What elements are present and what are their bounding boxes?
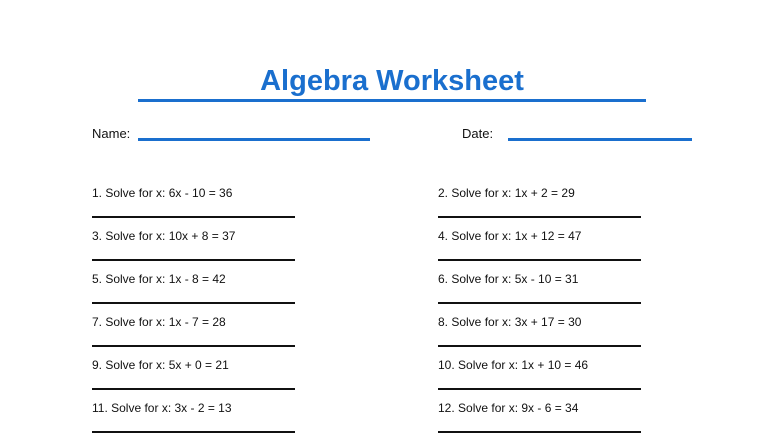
problem-6: 6. Solve for x: 5x - 10 = 31 [438, 272, 579, 286]
date-field-line[interactable] [508, 138, 692, 141]
date-label: Date: [462, 126, 494, 141]
name-label: Name: [92, 126, 131, 141]
name-field-line[interactable] [138, 138, 370, 141]
problem-2: 2. Solve for x: 1x + 2 = 29 [438, 186, 575, 200]
problem-3: 3. Solve for x: 10x + 8 = 37 [92, 229, 236, 243]
problem-5: 5. Solve for x: 1x - 8 = 42 [92, 272, 226, 286]
answer-line-5[interactable] [92, 302, 295, 304]
answer-line-11[interactable] [92, 431, 295, 433]
problem-11: 11. Solve for x: 3x - 2 = 13 [92, 401, 232, 415]
answer-line-7[interactable] [92, 345, 295, 347]
answer-line-9[interactable] [92, 388, 295, 390]
problem-12: 12. Solve for x: 9x - 6 = 34 [438, 401, 579, 415]
problem-9: 9. Solve for x: 5x + 0 = 21 [92, 358, 229, 372]
answer-line-6[interactable] [438, 302, 641, 304]
problem-4: 4. Solve for x: 1x + 12 = 47 [438, 229, 582, 243]
worksheet-title: Algebra Worksheet [260, 65, 524, 97]
answer-line-8[interactable] [438, 345, 641, 347]
answer-line-3[interactable] [92, 259, 295, 261]
answer-line-1[interactable] [92, 216, 295, 218]
problem-7: 7. Solve for x: 1x - 7 = 28 [92, 315, 226, 329]
answer-line-2[interactable] [438, 216, 641, 218]
problem-8: 8. Solve for x: 3x + 17 = 30 [438, 315, 582, 329]
answer-line-12[interactable] [438, 431, 641, 433]
title-underline [138, 99, 646, 102]
problem-10: 10. Solve for x: 1x + 10 = 46 [438, 358, 589, 372]
problem-1: 1. Solve for x: 6x - 10 = 36 [92, 186, 233, 200]
answer-line-10[interactable] [438, 388, 641, 390]
answer-line-4[interactable] [438, 259, 641, 261]
